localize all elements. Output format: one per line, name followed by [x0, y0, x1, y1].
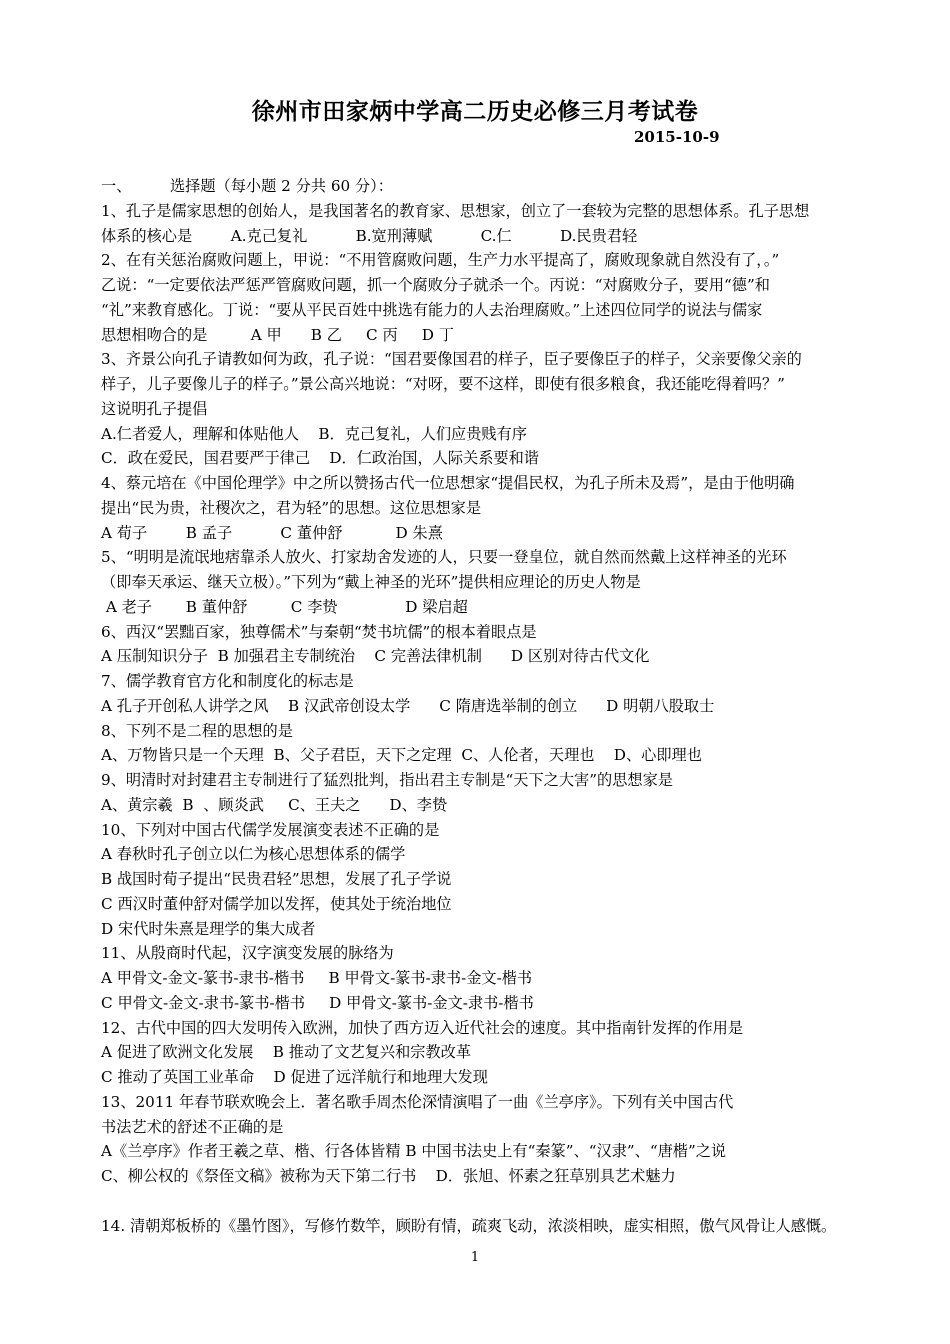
text-line: 这说明孔子提倡	[101, 399, 208, 418]
text-line: B 战国时荀子提出“民贵君轻”思想，发展了孔子学说	[101, 870, 452, 888]
text-line: 书法艺术的舒述不正确的是	[101, 1117, 284, 1136]
text-line: 提出“民为贵，社稷次之，君为轻”的思想。这位思想家是	[101, 498, 482, 517]
text-line: A 荀子 B 孟子 C 董仲舒 D 朱熹	[101, 523, 443, 542]
text-line: 样子，儿子要像儿子的样子。”景公高兴地说：“对呀，要不这样，即使有很多粮食，我还能吃得着吗？”	[101, 375, 785, 393]
text-line: A 甲骨文-金文-篆书-隶书-楷书 B 甲骨文-篆书-隶书-金文-楷书	[101, 969, 533, 987]
text-line: 7、儒学教育官方化和制度化的标志是	[101, 672, 354, 690]
text-line	[101, 1189, 861, 1214]
text-line: C 甲骨文-金文-隶书-篆书-楷书 D 甲骨文-篆书-金文-隶书-楷书	[101, 993, 534, 1012]
text-line: “礼”来教育感化。丁说：“要从平民百姓中挑选有能力的人去治理腐败。”上述四位同学的说法与儒家	[101, 300, 763, 319]
text-line: C．政在爱民，国君要严于律己 D．仁政治国，人际关系要和谐	[101, 449, 539, 468]
text-line: 2、在有关惩治腐败问题上，甲说：“不用管腐败问题，生产力水平提高了，腐败现象就自然没有了，。”	[101, 251, 780, 270]
text-line: A、黄宗羲 B 、顾炎武 C、王夫之 D、李贽	[101, 795, 448, 814]
page-title: 徐州市田家炳中学高二历史必修三月考试卷	[251, 98, 699, 125]
text-line: （即奉天承运、继天立极）。”下列为“戴上神圣的光环”提供相应理论的历史人物是	[101, 573, 641, 591]
text-line: 9、明清时对封建君主专制进行了猛烈批判，指出君主专制是“天下之大害”的思想家是	[101, 771, 673, 789]
text-line: 8、下列不是二程的思想的是	[101, 721, 293, 740]
text-line: 14. 清朝郑板桥的《墨竹图》，写修竹数竿，顾盼有情，疏爽飞动，浓淡相映，虚实相照，傲气风骨让人感慨。	[101, 1216, 837, 1235]
text-line: A.仁者爱人，理解和体贴他人 B．克己复礼，人们应贵贱有序	[101, 424, 527, 443]
text-line: A 老子 B 董仲舒 C 李贽 D 梁启超	[101, 597, 468, 616]
text-line: 体系的核心是 A.克己复礼 B.宽刑薄赋 C.仁 D.民贵君轻	[101, 226, 638, 245]
text-line: 10、下列对中国古代儒学发展演变表述不正确的是	[101, 820, 440, 839]
text-line: A 压制知识分子 B 加强君主专制统治 C 完善法律机制 D 区别对待古代文化	[101, 647, 650, 666]
text-line: 11、从殷商时代起，汉字演变发展的脉络为	[101, 944, 394, 963]
page-number: 1	[470, 1250, 480, 1265]
text-line: 6、西汉“罢黜百家，独尊儒术”与秦朝“焚书坑儒”的根本着眼点是	[101, 622, 537, 641]
text-line: C 西汉时董仲舒对儒学加以发挥，使其处于统治地位	[101, 894, 452, 913]
text-line: 5、“明明是流氓地痞靠杀人放火、打家劫舍发迹的人，只要一登皇位，就自然而然戴上这样神圣的光环	[101, 548, 787, 567]
text-line: 一、 选择题（每小题 2 分共 60 分）：	[101, 177, 393, 195]
text-line: C、柳公权的《祭侄文稿》被称为天下第二行书 D．张旭、怀素之狂草别具艺术魅力	[101, 1167, 676, 1185]
exam-date: 2015-10-9	[634, 128, 720, 146]
text-line: 3、齐景公向孔子请教如何为政，孔子说：“国君要像国君的样子，臣子要像臣子的样子，父亲要像父亲的	[101, 350, 802, 369]
text-line: A 春秋时孔子创立以仁为核心思想体系的儒学	[101, 845, 406, 864]
text-line: A《兰亭序》作者王羲之草、楷、行各体皆精 B 中国书法史上有“秦篆”、“汉隶”、“唐楷”之说	[101, 1142, 727, 1161]
text-line: 12、古代中国的四大发明传入欧洲，加快了西方迈入近代社会的速度。其中指南针发挥的作用是	[101, 1018, 744, 1037]
text-line: 13、2011 年春节联欢晚会上．著名歌手周杰伦深情演唱了一曲《兰亭序》。下列有关中国古代	[101, 1092, 734, 1111]
text-line: 1、孔子是儒家思想的创始人，是我国著名的教育家、思想家，创立了一套较为完整的思想体系。孔子思想	[101, 201, 810, 220]
text-line: 思想相吻合的是 A 甲 B 乙 C 丙 D 丁	[101, 325, 454, 344]
text-line: 4、蔡元培在《中国伦理学》中之所以赞扬古代一位思想家“提倡民权，为孔子所未及焉”，是由于他明确	[101, 474, 795, 492]
text-line: C 推动了英国工业革命 D 促进了远洋航行和地理大发现	[101, 1068, 488, 1086]
text-line: A 促进了欧洲文化发展 B 推动了文艺复兴和宗教改革	[101, 1043, 472, 1062]
exam-body	[101, 174, 861, 1238]
text-line: 乙说：“一定要依法严惩严管腐败问题，抓一个腐败分子就杀一个。丙说：“对腐败分子，要用“德”和	[101, 276, 770, 294]
text-line: D 宋代时朱熹是理学的集大成者	[101, 919, 316, 938]
text-line: A、万物皆只是一个天理 B、父子君臣，天下之定理 C、人伦者，天理也 D、心即理也	[101, 746, 702, 765]
text-line: A 孔子开创私人讲学之风 B 汉武帝创设太学 C 隋唐选举制的创立 D 明朝八股取士	[101, 696, 715, 715]
